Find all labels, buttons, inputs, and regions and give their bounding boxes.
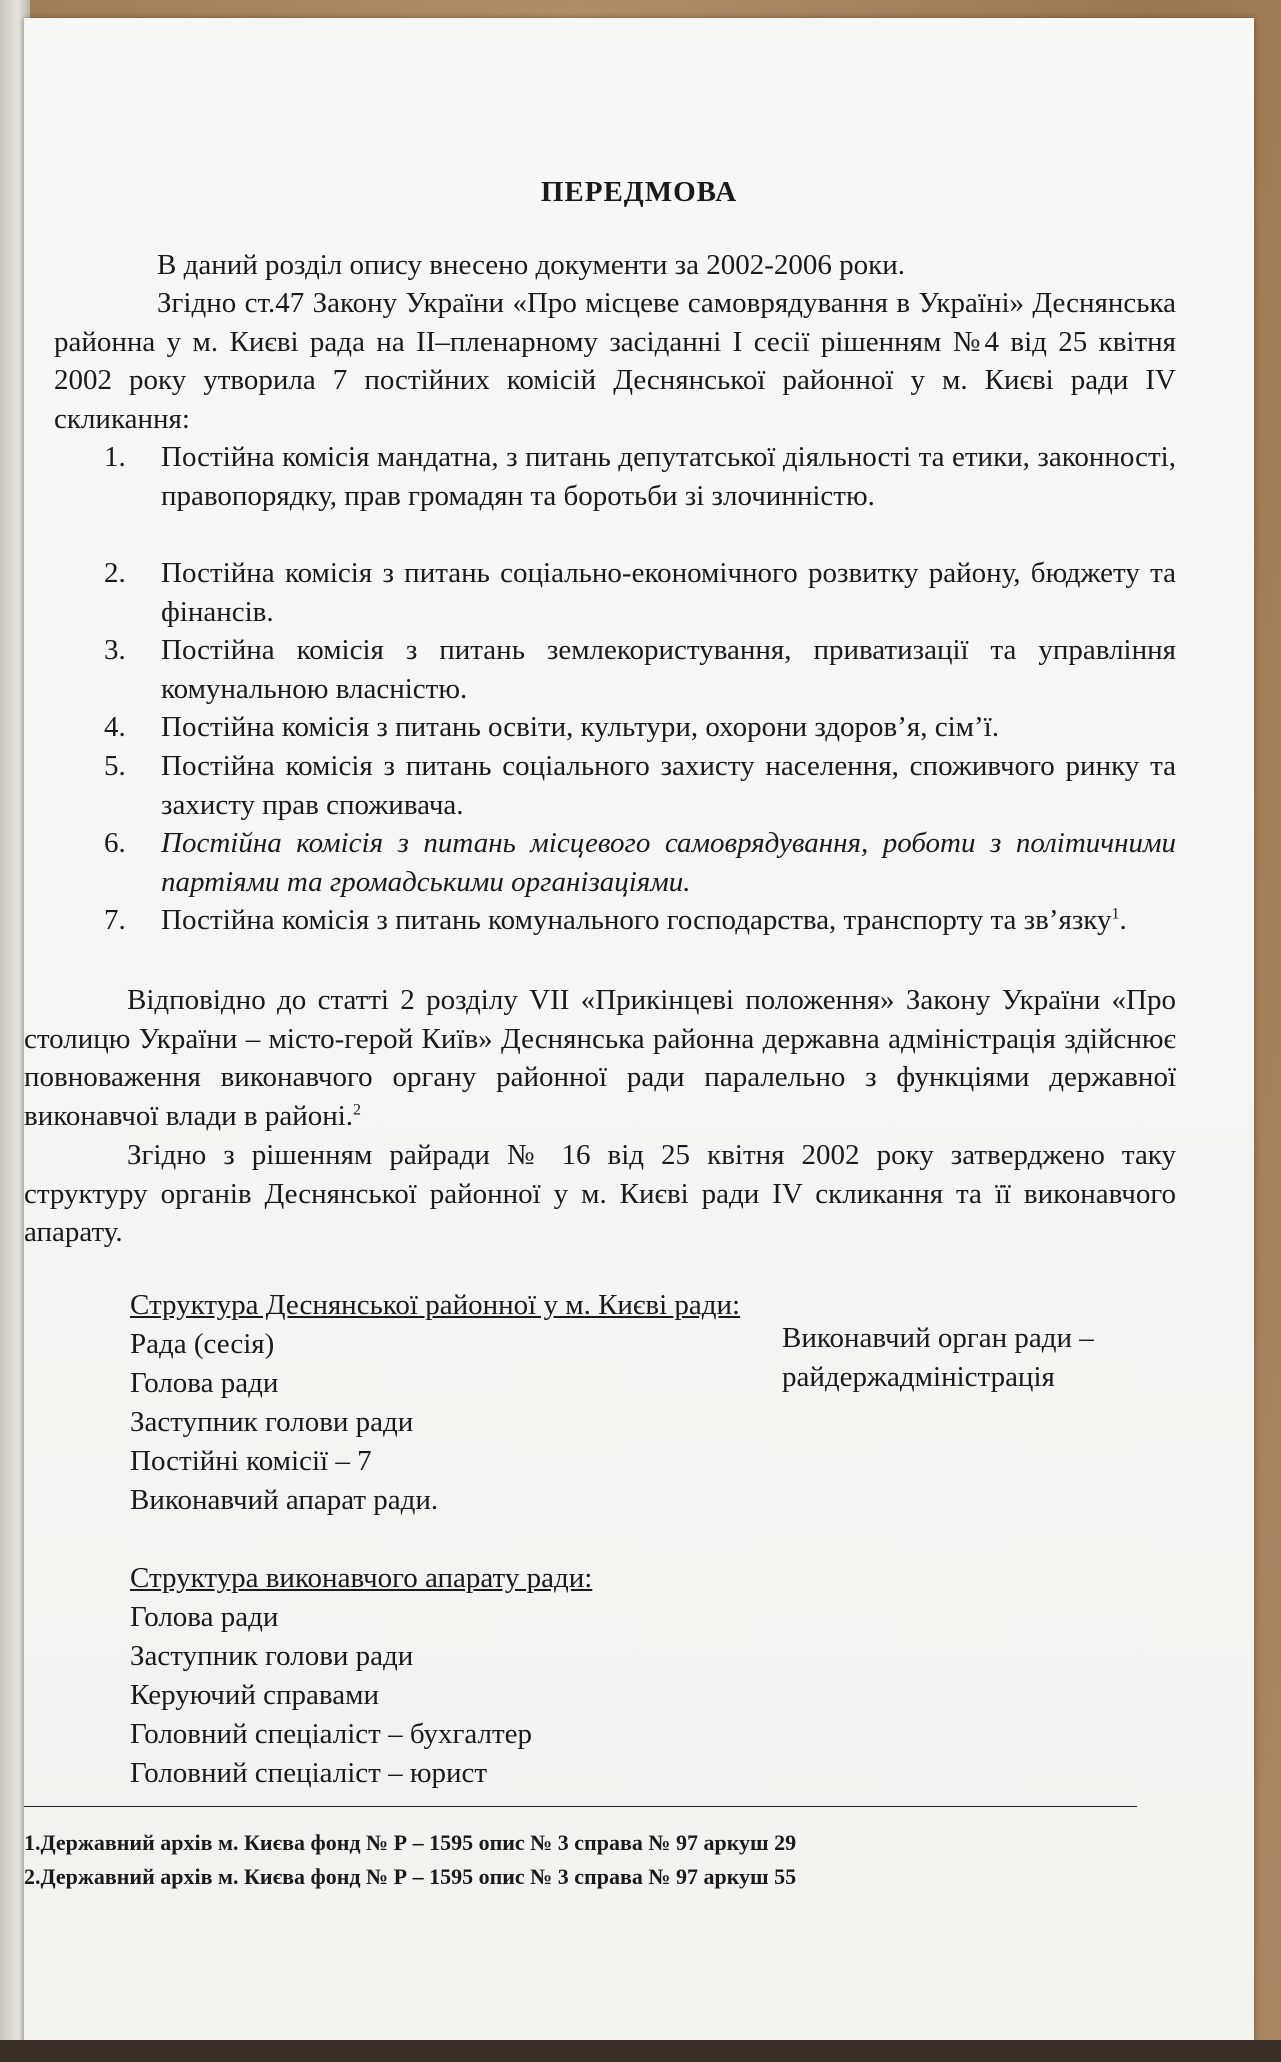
apparatus-structure-item: Заступник голови ради bbox=[130, 1640, 414, 1672]
council-structure-title: Структура Деснянської районної у м. Києві ради: bbox=[130, 1289, 741, 1321]
list-item bbox=[54, 631, 1176, 711]
list-text: Постійна комісія з питань освіти, культури, охорони здоров’я, сім’ї. bbox=[161, 711, 999, 743]
structure-paragraph: Згідно з рішенням райради № 16 від 25 квітня 2002 року затверджено таку структуру органів Деснянської районної у м. Києві ради IV скликання та її виконавчого апарату. bbox=[24, 1139, 1176, 1248]
footnote-divider bbox=[24, 1806, 1137, 1807]
list-item bbox=[54, 708, 1176, 748]
list-item bbox=[54, 747, 1176, 827]
apparatus-structure-item: Голова ради bbox=[130, 1601, 279, 1633]
footnote-ref: 1 bbox=[1111, 905, 1120, 923]
list-text bbox=[161, 901, 1176, 940]
council-structure-item: Голова ради bbox=[130, 1367, 279, 1399]
apparatus-structure-item: Керуючий справами bbox=[130, 1679, 379, 1711]
executive-body-note: райдержадміністрація bbox=[782, 1361, 1055, 1393]
list-number: 6. bbox=[104, 827, 126, 859]
list-number: 2. bbox=[104, 557, 126, 589]
apparatus-structure-item: Головний спеціаліст – юрист bbox=[130, 1757, 488, 1789]
page-title: ПЕРЕДМОВА bbox=[540, 176, 738, 208]
council-structure-item: Рада (сесія) bbox=[130, 1328, 275, 1360]
apparatus-structure-item: Головний спеціаліст – бухгалтер bbox=[130, 1718, 533, 1750]
list-item bbox=[54, 901, 1176, 981]
list-text-end: . bbox=[1119, 904, 1127, 936]
footnote: 2.Державний архів м. Києва фонд № Р – 1595 опис № 3 справа № 97 аркуш 55 bbox=[24, 1864, 797, 1889]
list-number: 7. bbox=[104, 904, 126, 936]
bottom-strip bbox=[0, 2040, 1281, 2062]
capital-law-paragraph bbox=[24, 981, 1176, 1135]
capital-law-text: Відповідно до статті 2 розділу VII «Прикінцеві положення» Закону України «Про столицю України – місто-герой Київ» Деснянська районна державна адміністрація здійснює повноваження виконавчого органу районної ради паралельно з функціями державної виконавчої влади в районі. bbox=[24, 984, 1176, 1132]
council-structure-item: Виконавчий апарат ради. bbox=[130, 1484, 439, 1516]
list-item bbox=[54, 824, 1176, 904]
list-number: 3. bbox=[104, 634, 126, 666]
list-text: Постійна комісія з питань місцевого самоврядування, роботи з політичними партіями та громадськими організаціями. bbox=[161, 827, 1176, 898]
list-number: 5. bbox=[104, 750, 126, 782]
council-structure-item: Постійні комісії – 7 bbox=[130, 1445, 372, 1477]
apparatus-structure-title: Структура виконавчого апарату ради: bbox=[130, 1562, 593, 1594]
footnote-ref: 2 bbox=[353, 1100, 362, 1118]
law-reference-paragraph: Згідно ст.47 Закону України «Про місцеве самоврядування в Україні» Деснянська районна у м. Києві рада на ІІ–пленарному засіданні І сесії рішенням №4 від 25 квітня 2002 року утворила 7 постійних комісій Деснянської районної у м. Києві ради IV скликання: bbox=[54, 287, 1176, 435]
document-page bbox=[24, 18, 1254, 2053]
list-text: Постійна комісія з питань землекористування, приватизації та управління комунальною власністю. bbox=[161, 634, 1176, 705]
list-text: Постійна комісія з питань соціально-економічного розвитку району, бюджету та фінансів. bbox=[161, 557, 1176, 628]
list-item bbox=[54, 554, 1176, 634]
list-number: 1. bbox=[104, 441, 126, 473]
list-text: Постійна комісія з питань соціального захисту населення, споживчого ринку та захисту прав споживача. bbox=[161, 750, 1176, 821]
list-number: 4. bbox=[104, 711, 126, 743]
list-item bbox=[54, 438, 1176, 518]
intro-paragraph: В даний розділ опису внесено документи за 2002-2006 роки. bbox=[157, 249, 906, 281]
list-text: Постійна комісія мандатна, з питань депутатської діяльності та етики, законності, правопорядку, прав громадян та боротьби зі злочинністю. bbox=[161, 441, 1176, 512]
executive-body-note: Виконавчий орган ради – bbox=[782, 1322, 1094, 1354]
footnote: 1.Державний архів м. Києва фонд № Р – 1595 опис № 3 справа № 97 аркуш 29 bbox=[24, 1830, 797, 1855]
list-text-main: Постійна комісія з питань комунального господарства, транспорту та зв’язку bbox=[161, 904, 1112, 936]
council-structure-item: Заступник голови ради bbox=[130, 1406, 414, 1438]
